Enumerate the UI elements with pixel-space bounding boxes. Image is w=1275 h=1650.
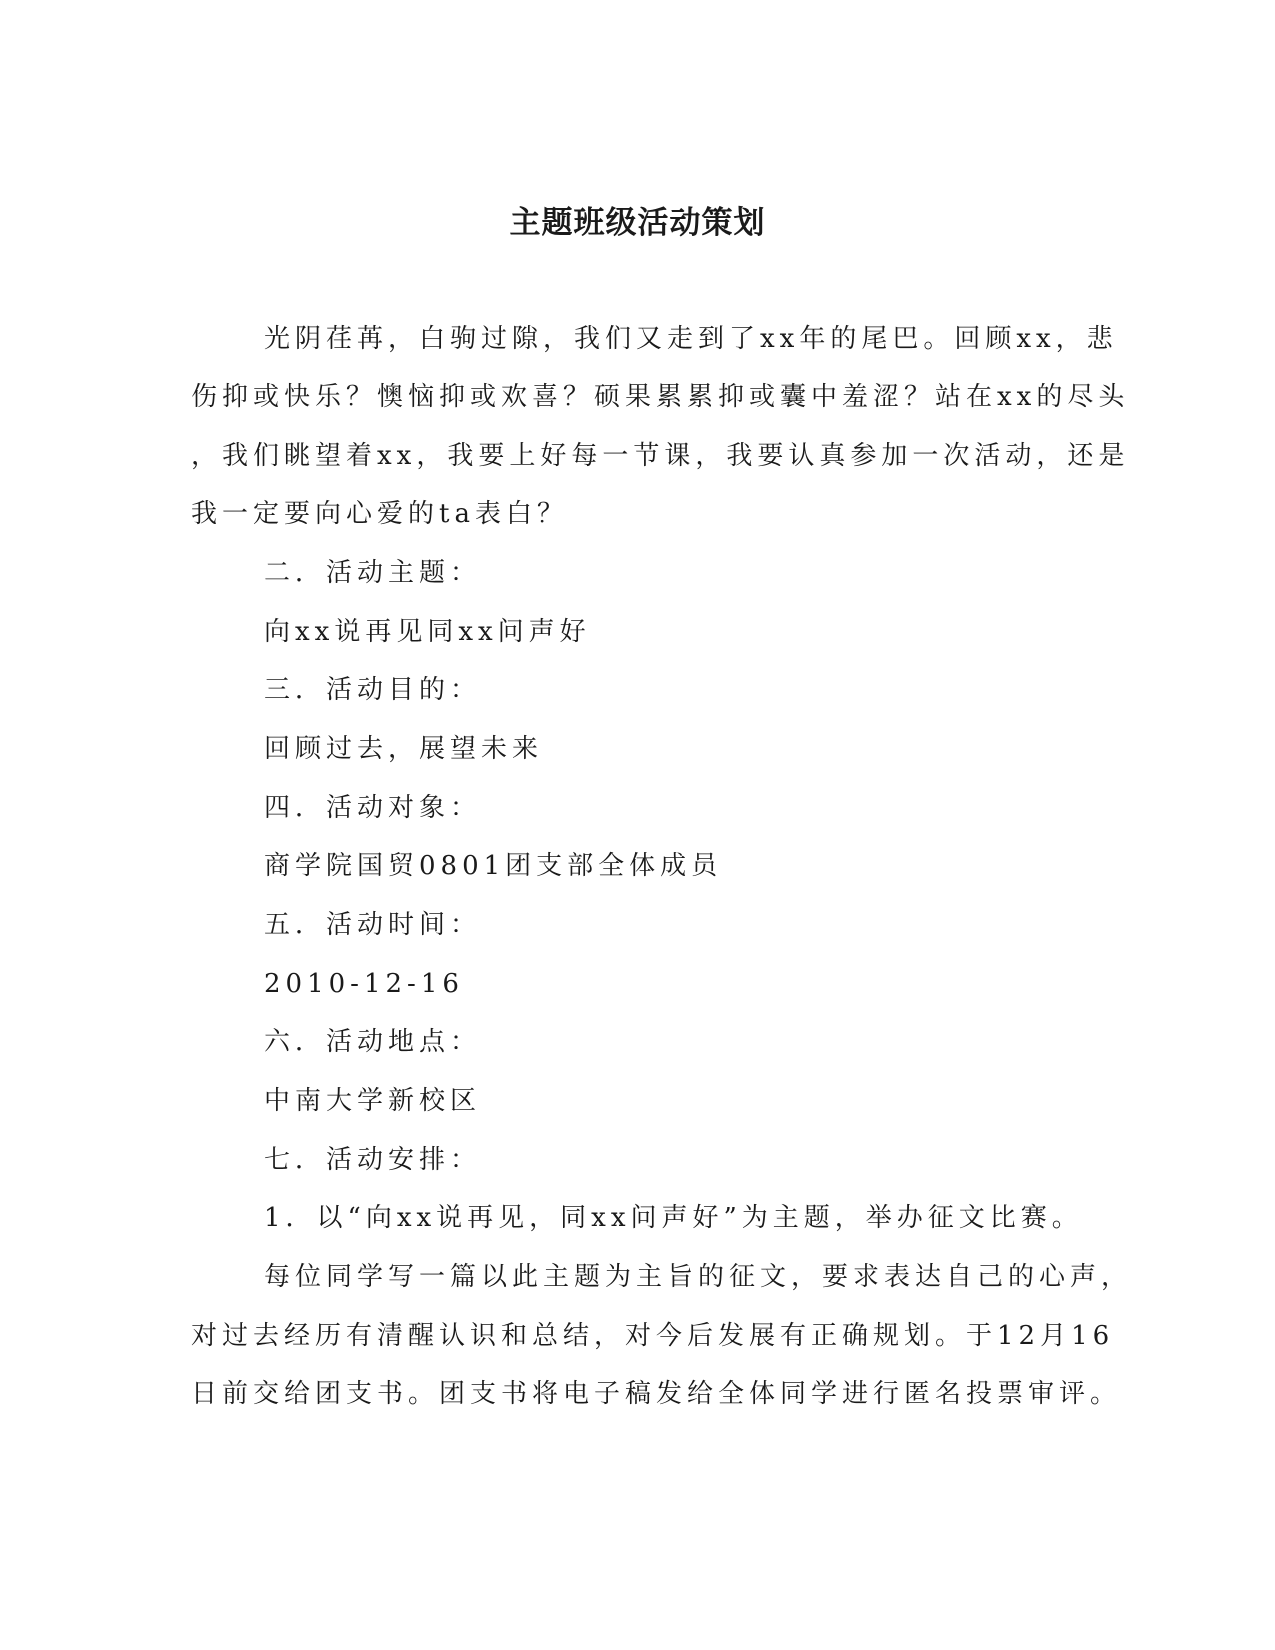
section-content-audience: 商学院国贸0801团支部全体成员 xyxy=(264,851,723,881)
section-heading-location: 六．活动地点： xyxy=(264,1027,482,1057)
arrangement-item-1: 1．以“向xx说再见，同xx问声好”为主题，举办征文比赛。 xyxy=(264,1203,1083,1233)
intro-line-4: 我一定要向心爱的ta表白？ xyxy=(191,499,568,529)
section-heading-time: 五．活动时间： xyxy=(264,910,482,940)
arrangement-detail-line-2: 对过去经历有清醒认识和总结，对今后发展有正确规划。于12月16 xyxy=(191,1321,1115,1351)
intro-line-1: 光阴荏苒，白驹过隙，我们又走到了xx年的尾巴。回顾xx，悲 xyxy=(264,324,1118,354)
section-content-time: 2010-12-16 xyxy=(264,969,464,999)
document-title: 主题班级活动策划 xyxy=(509,205,766,241)
section-content-purpose: 回顾过去，展望未来 xyxy=(264,734,544,764)
arrangement-detail-line-3: 日前交给团支书。团支书将电子稿发给全体同学进行匿名投票审评。 xyxy=(191,1379,1122,1409)
intro-line-2: 伤抑或快乐？懊恼抑或欢喜？硕果累累抑或囊中羞涩？站在xx的尽头 xyxy=(191,382,1130,412)
section-heading-arrangement: 七．活动安排： xyxy=(264,1145,482,1175)
section-heading-audience: 四．活动对象： xyxy=(264,793,482,823)
section-content-theme: 向xx说再见同xx问声好 xyxy=(264,617,591,647)
section-heading-theme: 二．活动主题： xyxy=(264,558,482,588)
section-content-location: 中南大学新校区 xyxy=(264,1086,482,1116)
intro-line-3: ，我们眺望着xx，我要上好每一节课，我要认真参加一次活动，还是 xyxy=(191,441,1130,471)
arrangement-detail-line-1: 每位同学写一篇以此主题为主旨的征文，要求表达自己的心声， xyxy=(264,1262,1133,1292)
section-heading-purpose: 三．活动目的： xyxy=(264,675,482,705)
